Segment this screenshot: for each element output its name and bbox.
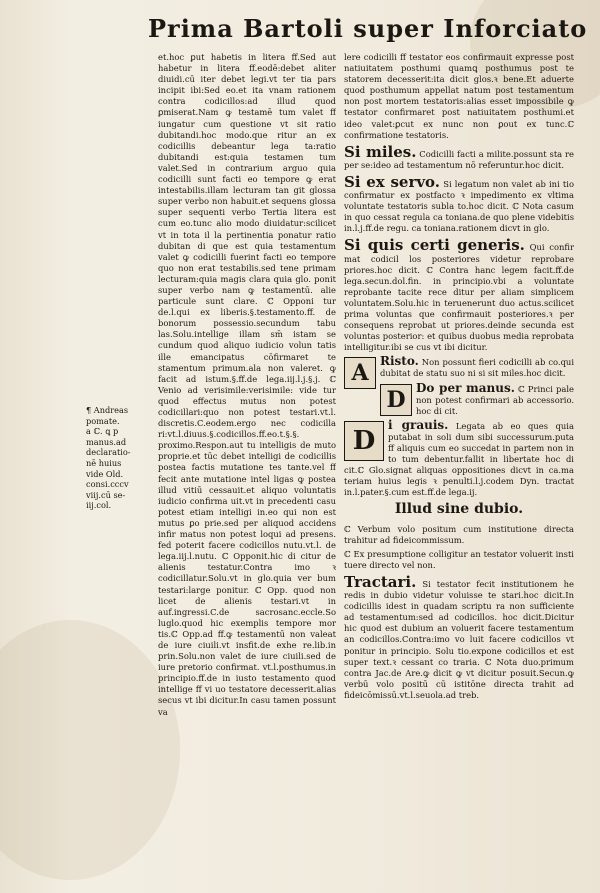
section-rubric: Si ex servo. xyxy=(344,172,441,191)
margin-note-line: vide Old. xyxy=(86,468,124,479)
section-tractari xyxy=(344,574,574,701)
section-text: Legata ab eo ques quia putabat in soli dum sibi successurum.puta ff aliquis cum eo succedat in partem non in to tum debentur.fallit in libertate hoc di cit.ℂ Glo.signat aliquas oppositiones dicvt in ca.ma teriam huius legis ꝛ penulti.l.j.codem Dyn. tractat in.l.pater.§.cum est.ff.de lega.ij. xyxy=(344,420,574,498)
margin-note-line: declaratio- xyxy=(86,447,131,458)
section-rubric: i grauis. xyxy=(388,417,449,432)
margin-note xyxy=(86,405,152,511)
section-text: Si legatum non valet ab ini tio confirmatur ex postfacto ꝛ impedimento ex vltima voluntate testatoris subla to.hoc dicit. ℂ Nota casum in quo cessat regula ca toniana.de quo plene videbitis in.l.j.ff.de regu. ca toniana.rationem dicvt in glo. xyxy=(344,178,574,234)
section-text: Non possunt fieri codicilli ab co.qui dubitat de statu suo ni si sit miles.hoc dicit. xyxy=(380,357,574,379)
section-do-per-manus xyxy=(344,380,574,417)
section-text: Si testator fecit institutionem he redis in dubio videtur voluisse te stari.hoc dicit.In codicillis idest in quadam scriptu ra non sufficiente ad testamentum:sed ad codicillos. hoc dicit.Dicitur hic quod est dubium an voluerit facere testamentum an codicillos.Contra:imo vo luit facere codicillos vt ponitur in principio. Solu tio.expone codicillos et est super text.ꝛ cessant co traria. ℂ Nota duo.primum contra Jac.de Are.ꝙ dicit ꝙ vt dicitur posuit.Secun.ꝙ verbū volo positū cū istitōne directa trahit ad fideicōmissū.vt.l.seuola.ad treb. xyxy=(344,578,574,700)
column-paragraph: lere codicilli ff testator eos confirmauit expresse post natiuitatem posthumi quamꝗ posthumus post te statorem decesserit:ita dicit glos.ꝛ bene.Et aduerte quod posthumum appellat natum post testamentum non post mortem testatoris:alias esset impossibile ꝙ testator confirmaret post natiuitatem posthumi.et ideo valet:ꝑcut ex nunc non ꝑout ex tunc.ℂ confirmatione testatoris. xyxy=(344,52,574,140)
margin-note-line: manus.ad xyxy=(86,436,127,447)
column-paragraph: ℂ Ex presumptione colligitur an testator voluerit insti tuere directo vel non. xyxy=(344,548,574,570)
section-rubric: Risto. xyxy=(380,354,419,369)
section-text: Codicilli facti a milite.possunt sta re per se:ideo ad testamentum nō referuntur.hoc dicit. xyxy=(344,148,574,170)
section-rubric: Tractari. xyxy=(344,572,417,591)
text-column-right xyxy=(344,52,574,888)
section-rubric: Do per manus. xyxy=(416,380,515,395)
margin-note-line: nē huius xyxy=(86,457,122,468)
section-rubric: Si miles. xyxy=(344,142,417,161)
margin-note-line: viij.cū se- xyxy=(86,489,126,500)
section-di-grauis xyxy=(344,417,574,499)
section-si-miles xyxy=(344,144,574,171)
margin-note-line: consi.cccv xyxy=(86,479,129,490)
margin-note-line: a ℂ. ꝗ p xyxy=(86,426,119,437)
paper-stain xyxy=(0,620,180,880)
column-paragraph: ℂ Verbum volo positum cum institutione directa trahitur ad fideicommissum. xyxy=(344,523,574,545)
margin-note-line: iij.col. xyxy=(86,500,112,511)
decorated-initial: A xyxy=(344,357,376,389)
page-title: Prima Bartoli super Inforciato xyxy=(148,14,588,43)
column-paragraph: et.hoc ꝑut habetis in litera ff.Sed aut habetur in litera ff.eodē:debet aliter diuidi.cū iter debet legi.vt ter tia pars incipit ibi:Sed eo.et ita vnam rationem contra codicillos:ad illud quod ꝑmiserat.Nam ꝙ testamē tum valet ff iungatur cum questione vt sit ratio dubitandi.hoc modo.que ritur an ex codicillis debeantur lega ta:ratio dubitandi est:quia testamen tum valet.Sed in contrarium arguo quia codicilli sunt facti eo tempore ꝙ erat intestabilis.illam lecturam tan git glossa super verbo non habuit.et sequens glossa super sequenti verbo Tertia litera est cum eo.tunc alio modo diuidatur:scilicet vt in tota il la pertinentia ponatur ratio dubitan di que est quia testamentum valet ꝙ codicilli fuerint facti eo tempore quo non erat testabilis.sed tene primam lecturam:quia magis clara quia glo. ponit super verbo nam ꝙ testamentū. alie particule sunt clare. ℂ Opponi tur de.l.qui ex liberis.§.testamento.ff. de bonorum possessio.secundum tabu las.Solu.intellige illam sm̄ istam se cundum quod aliquo iudicio volun tatis ille emancipatus cōfirmaret te stamentum primum.ala non valeret. ꝙ facit ad istum.§.ff.de lega.iij.l.j.§.j. ℂ Venio ad verisimile:verisimile: vide tur quod effectus mutus non potest codicillari:quo non potest testari.vt.l. discretis.C.eodem.ergo nec codicilla ri:vt.l.diuus.§.codicillos.ff.eo.t.§.§. proximo.Respon.aut tu intelligis de muto proprie.et tūc debet intelligi de codicillis postea factis mutatione tes tante.vel ff fecit ante mutatione intel ligas ꝙ postea illud vitiū cessauit.et aliquo voluntatis iudicio confirma uit.vt in precedenti casu potest etiam intelligi in.eo qui non est mutus ꝑo prie.sed per aliquod accidens infir matus non potest loqui ad presens. fed poterit facere codicillos nutu.vt.l. de lega.iij.l.nutu. ℂ Opponit.hic di citur de alienis testatur.Contra imo ꝛ codicillatur.Solu.vt in glo.quia ver bum testari:large ponitur. ℂ Opp. quod non licet de alienis testari.vt in auf.ingressi.C.de sacrosanc.eccle.So luglo.quod hic exemplis tempore mor tis.ℂ Opp.ad ff.ꝙ testamentū non valeat de iure ciuili.vt insfit.de exhe re.lib.in prin.Solu.non valet de iure ciuili.sed de iure pretorio confirmat. vt.l.posthumus.in principio.ff.de in iusto testamento quod intellige ff vi uo testatore decesserit.alias secus vt ibi dicitur.In casu tamen possunt va xyxy=(158,52,336,717)
section-si-quis xyxy=(344,237,574,353)
decorated-initial: D xyxy=(344,421,384,461)
section-text: Qui confir mat codicil los posteriores videtur reprobare priores.hoc dicit. ℂ Contra hanc legem facit.ff.de lega.secun.dol.fin. in principio.vbi a voluntate reprobante tacite rece ditur per aliam simplicem voluntatem.Solu.hic in teruenerunt duo actus.scilicet prima voluntas que confirmauit posteriores.ꝛ per consequens reprobat ut priores.deinde secunda est voluntas posterior: et quibus duobus media reprobata intelligitur.ibi se cus vt ibi dicitur. xyxy=(344,242,574,353)
decorated-initial: D xyxy=(380,384,412,416)
section-heading: Illud sine dubio. xyxy=(394,501,524,518)
section-aristo xyxy=(344,354,574,387)
section-text: ℂ Princi pale non potest confirmari ab accessorio. hoc di cit. xyxy=(416,383,574,416)
margin-note-line: pomate. xyxy=(86,415,120,426)
text-column-left xyxy=(158,52,336,888)
section-si-ex-servo xyxy=(344,174,574,234)
margin-note-line: ¶ Andreas xyxy=(86,405,129,415)
section-rubric: Si quis certi generis. xyxy=(344,236,525,255)
